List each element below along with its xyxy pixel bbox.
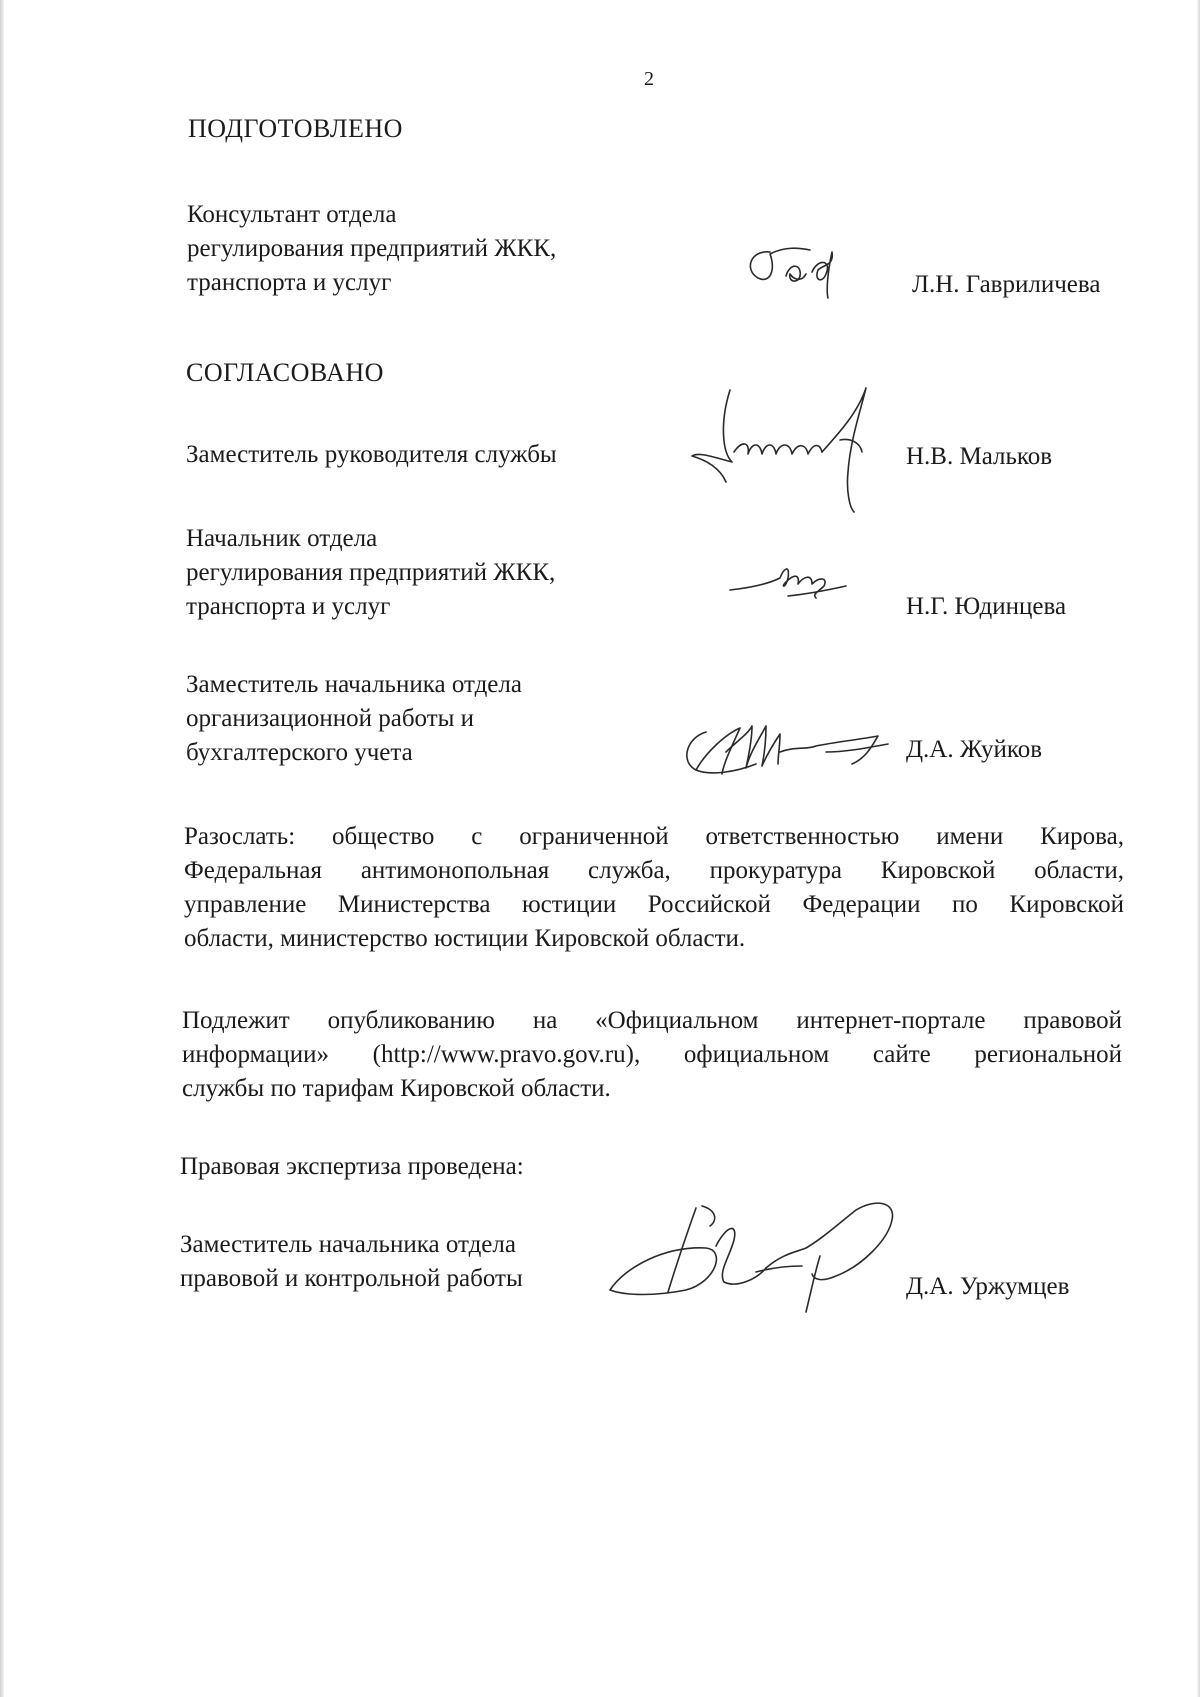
publication-line: службы по тарифам Кировской области. [182,1075,611,1102]
position-line: транспорта и услуг [187,269,392,296]
prepared-signer-name: Л.Н. Гавриличева [912,271,1101,298]
signature-malkov [690,382,920,522]
distribution-line: управление Министерства юстиции Российской Федерации по Кировской [184,891,1124,918]
agreed-signer-3-position [186,668,522,770]
position-line: организационной работы и [186,705,475,732]
legal-review-heading: Правовая экспертиза проведена: [180,1153,524,1180]
scan-edge-left [0,0,4,1697]
position-line: Начальник отдела [186,525,378,552]
agreed-signer-1-name: Н.В. Мальков [906,443,1053,470]
publication-line: Подлежит опубликованию на «Официальном интернет-портале правовой [182,1007,1122,1034]
distribution-line: Федеральная антимонопольная служба, прокуратура Кировской области, [184,857,1124,884]
position-line: Заместитель начальника отдела [180,1231,516,1258]
legal-review-signer-name: Д.А. Уржумцев [906,1273,1070,1300]
agreed-signer-3-name: Д.А. Жуйков [906,736,1043,763]
signature-gavrilicheva [740,240,860,315]
legal-review-position [180,1228,523,1296]
position-line: бухгалтерского учета [186,739,413,766]
prepared-heading: ПОДГОТОВЛЕНО [188,114,403,143]
publication-note [182,1004,1122,1106]
page-number: 2 [644,68,654,90]
signature-zhuikov [676,712,906,782]
agreed-signer-2-position [186,522,555,624]
signature-yudintseva [728,558,858,608]
agreed-heading: СОГЛАСОВАНО [186,358,384,387]
agreed-signer-1-position [186,438,557,472]
position-line: транспорта и услуг [186,593,391,620]
agreed-signer-2-name: Н.Г. Юдинцева [906,593,1067,620]
position-line: правовой и контрольной работы [180,1265,523,1292]
position-line: Консультант отдела [187,201,397,228]
distribution-line: Разослать: общество с ограниченной ответственностью имени Кирова, [184,823,1124,850]
position-line: Заместитель начальника отдела [186,671,522,698]
distribution-list [184,820,1124,956]
signature-urzhumtsev [606,1196,906,1316]
prepared-position [187,198,556,300]
publication-line: информации» (http://www.pravo.gov.ru), официальном сайте региональной [182,1041,1122,1068]
position-line: Заместитель руководителя службы [186,441,557,468]
position-line: регулирования предприятий ЖКК, [186,559,556,586]
distribution-line: области, министерство юстиции Кировской области. [184,925,746,952]
position-line: регулирования предприятий ЖКК, [187,235,557,262]
